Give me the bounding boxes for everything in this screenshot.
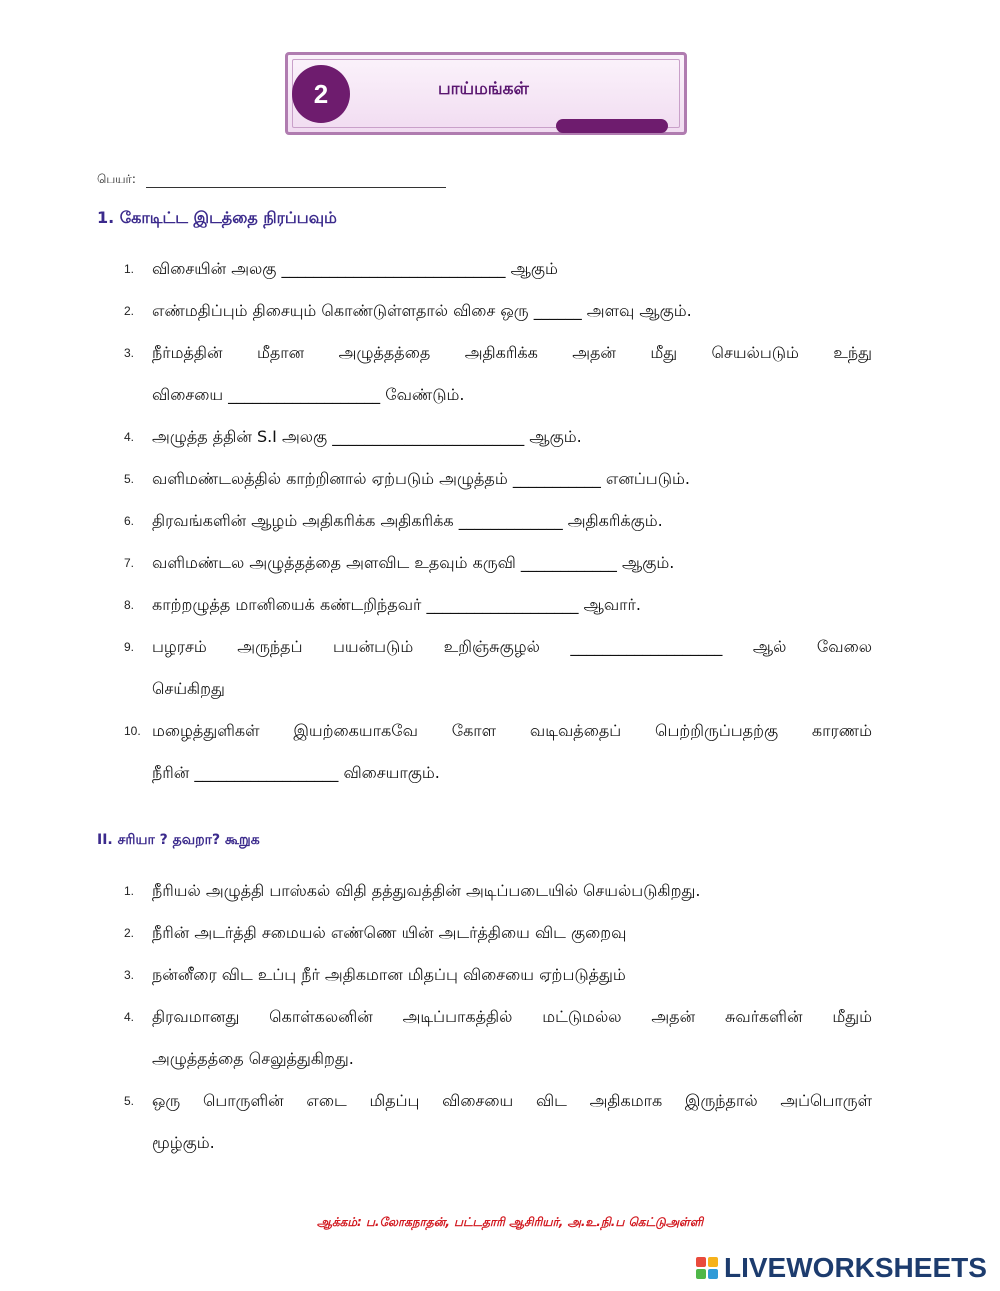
chapter-number-badge: 2 bbox=[292, 65, 350, 123]
banner-accent-bar bbox=[556, 119, 668, 133]
liveworksheets-wordmark: LIVEWORKSHEETS bbox=[724, 1252, 987, 1283]
item-text-line1: மழைத்துளிகள் இயற்கையாகவே கோள வடிவத்தைப் பெற்றிருப்பதற்கு காரணம் bbox=[152, 721, 872, 740]
item-number: 2. bbox=[124, 304, 135, 318]
item-number: 2. bbox=[124, 926, 135, 940]
item-number: 10. bbox=[124, 724, 141, 738]
name-field-row bbox=[97, 172, 446, 188]
item-number: 4. bbox=[124, 1010, 135, 1024]
author-credit: ஆக்கம்: ப.லோகநாதன், பட்டதாரி ஆசிரியர், அ.உ.நி.ப கெட்டுஅள்ளி bbox=[316, 1215, 704, 1229]
chapter-banner bbox=[285, 52, 687, 135]
logo-square-icon bbox=[696, 1257, 706, 1267]
item-text-line2: விசையை ___________________ வேண்டும். bbox=[152, 385, 465, 404]
item-number: 1. bbox=[124, 884, 135, 898]
item-number: 5. bbox=[124, 472, 135, 486]
logo-square-icon bbox=[708, 1257, 718, 1267]
item-number: 4. bbox=[124, 430, 135, 444]
liveworksheets-mark-icon bbox=[696, 1257, 718, 1279]
item-text-line2: மூழ்கும். bbox=[152, 1133, 215, 1152]
item-text: திரவங்களின் ஆழம் அதிகரிக்க அதிகரிக்க _____________ அதிகரிக்கும். bbox=[152, 511, 663, 530]
item-text: வளிமண்டலத்தில் காற்றினால் ஏற்படும் அழுத்தம் ___________ எனப்படும். bbox=[152, 469, 690, 488]
item-number: 3. bbox=[124, 968, 135, 982]
item-number: 8. bbox=[124, 598, 135, 612]
item-number: 6. bbox=[124, 514, 135, 528]
item-text: காற்றழுத்த மானியைக் கண்டறிந்தவர் ___________________ ஆவார். bbox=[152, 595, 641, 614]
item-text-line2: செய்கிறது bbox=[152, 679, 225, 698]
logo-square-icon bbox=[696, 1269, 706, 1279]
item-text: எண்மதிப்பும் திசையும் கொண்டுள்ளதால் விசை ஒரு ______ அளவு ஆகும். bbox=[152, 301, 692, 320]
item-number: 5. bbox=[124, 1094, 135, 1108]
item-text: வளிமண்டல அழுத்தத்தை அளவிட உதவும் கருவி ____________ ஆகும். bbox=[152, 553, 675, 572]
chapter-title: பாய்மங்கள் bbox=[438, 79, 529, 99]
liveworksheets-logo[interactable] bbox=[696, 1252, 987, 1284]
item-number: 9. bbox=[124, 640, 135, 654]
item-text: அழுத்த த்தின் S.I அலகு ________________________ ஆகும். bbox=[152, 427, 582, 446]
section2-heading: II. சரியா ? தவறா? கூறுக bbox=[97, 832, 260, 848]
item-text-line1: திரவமானது கொள்கலனின் அடிப்பாகத்தில் மட்டுமல்ல அதன் சுவர்களின் மீதும் bbox=[152, 1007, 872, 1026]
item-number: 1. bbox=[124, 262, 135, 276]
item-text-line1: நீர்மத்தின் மீதான அழுத்தத்தை அதிகரிக்க அதன் மீது செயல்படும் உந்து bbox=[152, 343, 872, 362]
item-number: 3. bbox=[124, 346, 135, 360]
item-text: நீரின் அடர்த்தி சமையல் எண்ணெ யின் அடர்த்தியை விட குறைவு bbox=[152, 923, 627, 942]
item-text-line1: பழரசம் அருந்தப் பயன்படும் உறிஞ்சுகுழல் ___________________ ஆல் வேலை bbox=[152, 637, 872, 656]
logo-square-icon bbox=[708, 1269, 718, 1279]
item-text-line2: அழுத்தத்தை செலுத்துகிறது. bbox=[152, 1049, 354, 1068]
item-text-line1: ஒரு பொருளின் எடை மிதப்பு விசையை விட அதிகமாக இருந்தால் அப்பொருள் bbox=[152, 1091, 872, 1110]
item-number: 7. bbox=[124, 556, 135, 570]
item-text: விசையின் அலகு ____________________________ ஆகும் bbox=[152, 259, 558, 278]
name-label: பெயர்: bbox=[97, 172, 136, 186]
item-text-line2: நீரின் __________________ விசையாகும். bbox=[152, 763, 440, 782]
section1-heading: 1. கோடிட்ட இடத்தை நிரப்பவும் bbox=[97, 208, 337, 227]
name-input-line[interactable] bbox=[146, 175, 446, 188]
item-text: நன்னீரை விட உப்பு நீர் அதிகமான மிதப்பு விசையை ஏற்படுத்தும் bbox=[152, 965, 626, 984]
item-text: நீரியல் அழுத்தி பாஸ்கல் விதி தத்துவத்தின் அடிப்படையில் செயல்படுகிறது. bbox=[152, 881, 701, 900]
